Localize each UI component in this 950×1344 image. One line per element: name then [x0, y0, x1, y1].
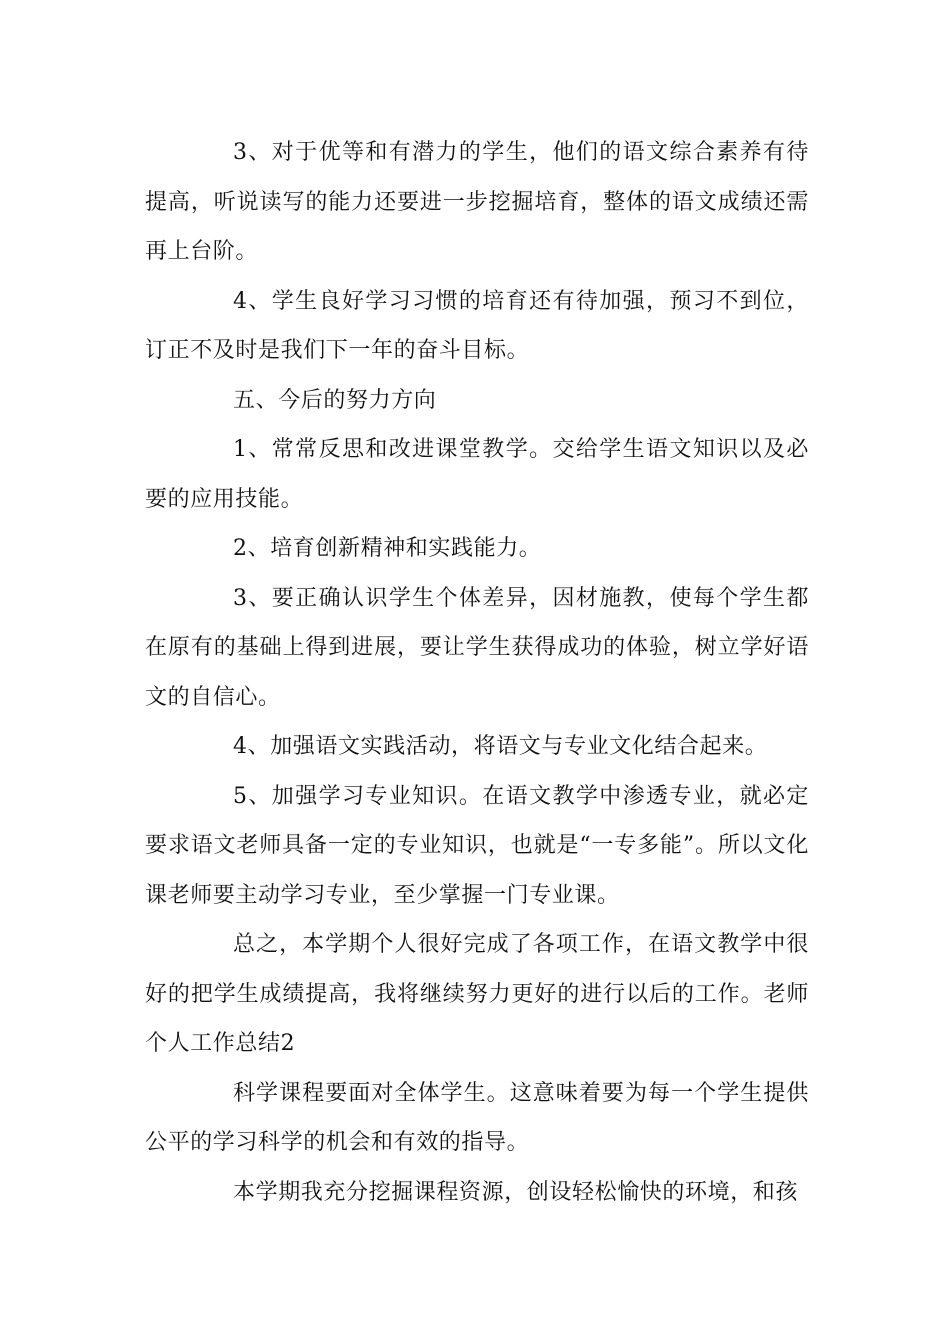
paragraph-direction-2: 2、培育创新精神和实践能力。: [233, 536, 542, 561]
paragraph-direction-3: 3、要正确认识学生个体差异，因材施教，使每个学生都在原有的基础上得到进展，要让学生获得成功的体验，树立学好语文的自信心。: [145, 585, 809, 710]
paragraph-point-4-study-habits: 4、学生良好学习习惯的培育还有待加强，预习不到位，订正不及时是我们下一年的奋斗目标。: [145, 288, 809, 363]
paragraph-this-semester: 本学期我充分挖掘课程资源，创设轻松愉快的环境，和孩: [233, 1179, 799, 1205]
paragraph-point-3-top-students: 3、对于优等和有潜力的学生，他们的语文综合素养有待提高，听说读写的能力还要进一步挖掘培育，整体的语文成绩还需再上台阶。: [145, 140, 809, 264]
paragraph-direction-1: 1、常常反思和改进课堂教学。交给学生语文知识以及必要的应用技能。: [145, 437, 809, 512]
section-heading-future-direction: 五、今后的努力方向: [233, 387, 437, 413]
paragraph-science-course: 科学课程要面对全体学生。这意味着要为每一个学生提供公平的学习科学的机会和有效的指导。: [145, 1080, 809, 1155]
paragraph-direction-5: 5、加强学习专业知识。在语文教学中渗透专业，就必定要求语文老师具备一定的专业知识，也就是“一专多能”。所以文化课老师要主动学习专业，至少掌握一门专业课。: [145, 783, 809, 908]
paragraph-summary: 总之，本学期个人很好完成了各项工作，在语文教学中很好的把学生成绩提高，我将继续努力更好的进行以后的工作。老师个人工作总结2: [145, 932, 809, 1056]
paragraph-direction-4: 4、加强语文实践活动，将语文与专业文化结合起来。: [233, 734, 768, 759]
document-body: [145, 128, 809, 1217]
